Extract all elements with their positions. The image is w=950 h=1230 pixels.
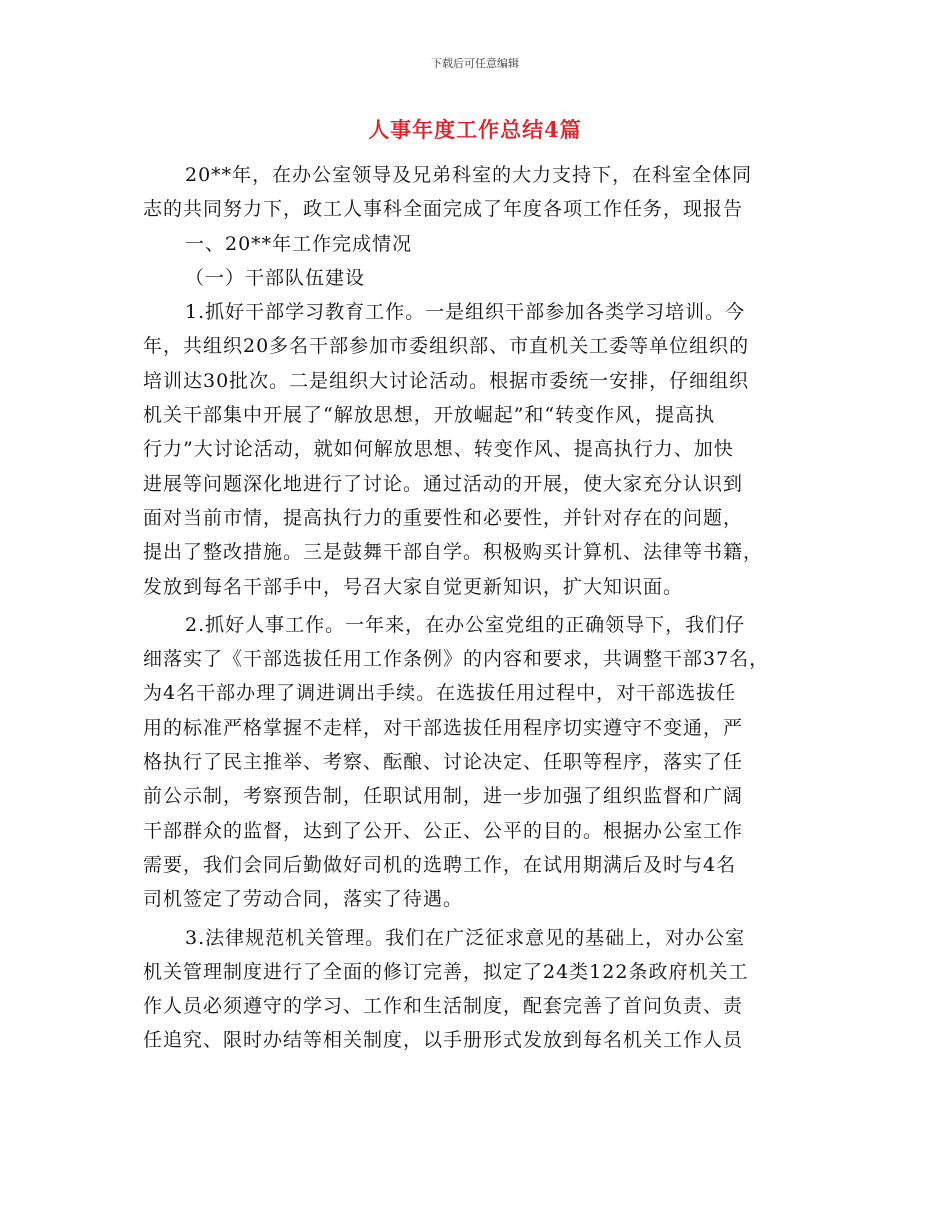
text-line: 干部群众的监督，达到了公开、公正、公平的目的。根据办公室工作 [143, 819, 744, 842]
text-line: 3.法律规范机关管理。我们在广泛征求意见的基础上，对办公室 [185, 926, 746, 949]
text-line: 提出了整改措施。三是鼓舞干部自学。积极购买计算机、法律等书籍， [143, 541, 764, 564]
text-line: 为4名干部办理了调进调出手续。在选拔任用过程中，对干部选拔任 [143, 682, 737, 705]
document-title: 人事年度工作总结4篇 [368, 117, 582, 142]
text-line: 培训达30批次。二是组织大讨论活动。根据市委统一安排，仔细组织 [143, 369, 750, 392]
text-line: （一）干部队伍建设 [185, 266, 366, 289]
text-line: 1.抓好干部学习教育工作。一是组织干部参加各类学习培训。今 [185, 301, 746, 324]
text-line: 2.抓好人事工作。一年来，在办公室党组的正确领导下，我们仔 [185, 613, 746, 636]
text-line: 用的标准严格掌握不走样，对干部选拔任用程序切实遵守不变通，严 [143, 716, 744, 739]
text-line: 机关干部集中开展了“解放思想，开放崛起”和“转变作风，提高执 [143, 404, 716, 427]
text-line: 面对当前市情，提高执行力的重要性和必要性，并针对存在的问题， [143, 506, 744, 529]
text-line: 发放到每名干部手中，号召大家自觉更新知识，扩大知识面。 [143, 575, 684, 598]
text-line: 前公示制，考察预告制，任职试用制，进一步加强了组织监督和广阔 [143, 785, 744, 808]
page-header-note: 下载后可任意编辑 [431, 57, 519, 70]
text-line: 20**年，在办公室领导及兄弟科室的大力支持下，在科室全体同 [185, 164, 753, 186]
text-line: 司机签定了劳动合同，落实了待遇。 [143, 888, 464, 911]
text-line: 任追究、限时办结等相关制度，以手册形式发放到每名机关工作人员 [143, 1029, 744, 1052]
text-line: 进展等问题深化地进行了讨论。通过活动的开展，使大家充分认识到 [143, 472, 744, 495]
text-line: 行力”大讨论活动，就如何解放思想、转变作风、提高执行力、加快 [143, 438, 734, 461]
text-line: 一、20**年工作完成情况 [185, 232, 413, 255]
text-line: 作人员必须遵守的学习、工作和生活制度，配套完善了首问负责、责 [143, 995, 744, 1018]
text-line: 格执行了民主推举、考察、酝酿、讨论决定、任职等程序，落实了任 [143, 751, 744, 774]
text-line: 需要，我们会同后勤做好司机的选聘工作，在试用期满后及时与4名 [143, 853, 737, 876]
text-line: 年，共组织20多名干部参加市委组织部、市直机关工委等单位组织的 [143, 335, 750, 358]
text-line: 志的共同努力下，政工人事科全面完成了年度各项工作任务，现报告 [143, 198, 744, 221]
document-body [143, 158, 813, 1058]
text-line: 细落实了《干部选拔任用工作条例》的内容和要求，共调整干部37名， [143, 648, 770, 671]
text-line: 机关管理制度进行了全面的修订完善，拟定了24类122条政府机关工 [143, 960, 749, 983]
